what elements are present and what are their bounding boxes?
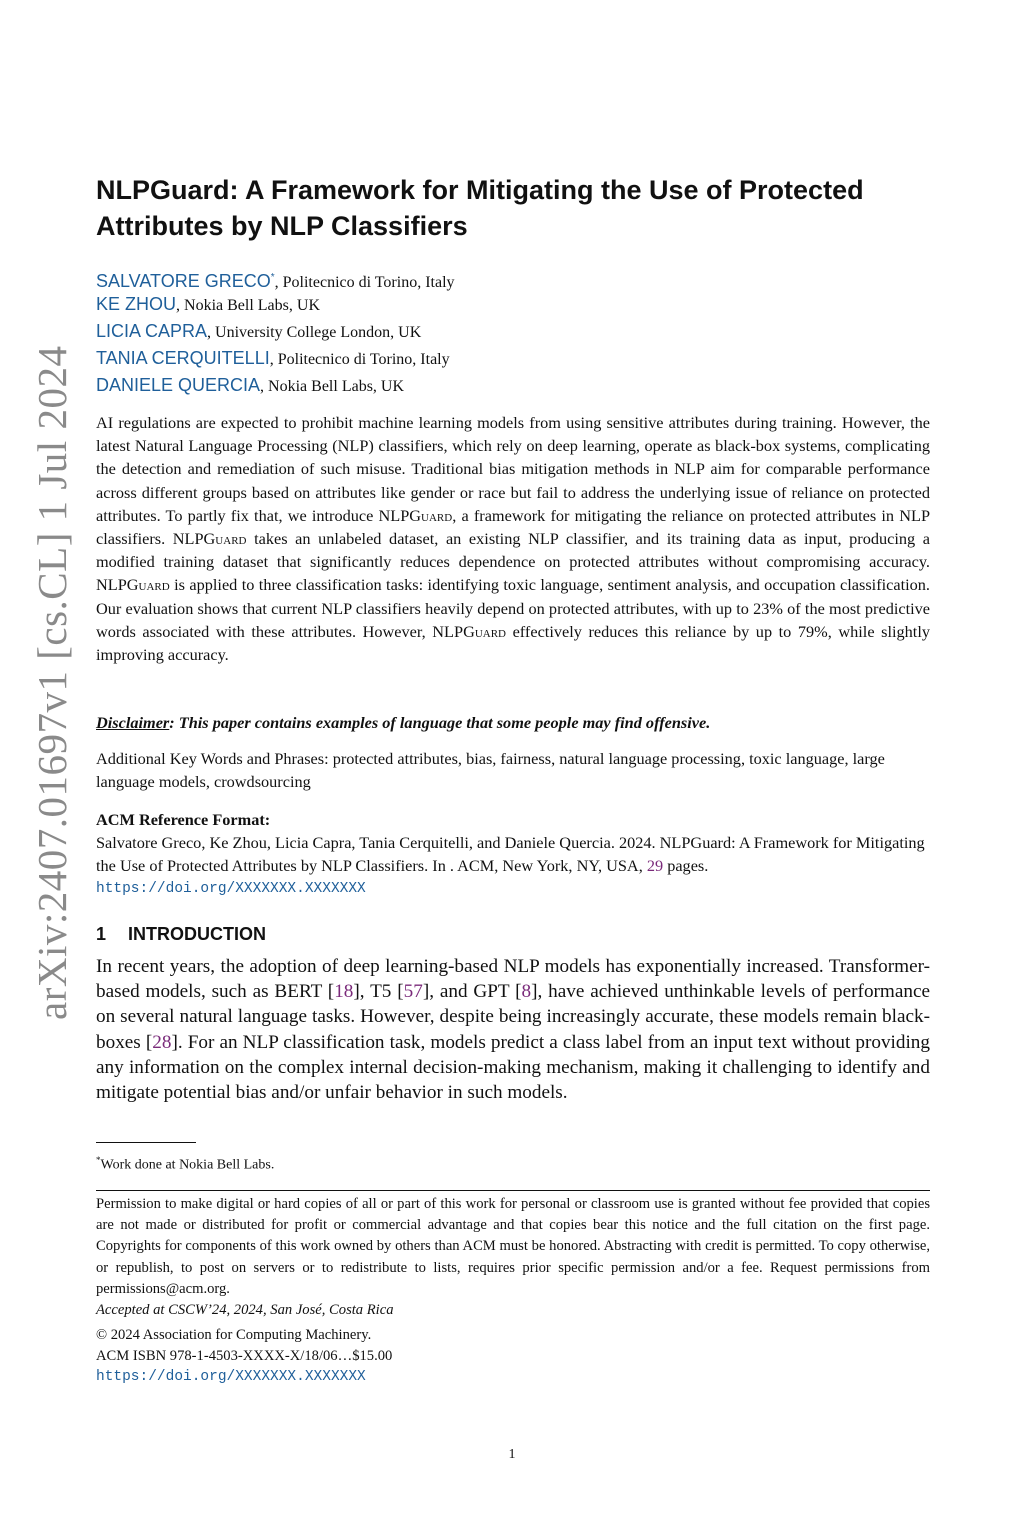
citation-link[interactable]: 28 — [152, 1031, 172, 1053]
author-affiliation: , Politecnico di Torino, Italy — [274, 274, 455, 291]
section-heading: 1 INTRODUCTION — [96, 924, 266, 944]
accepted-venue: Accepted at CSCW’24, 2024, San José, Costa Rica — [96, 1302, 394, 1318]
isbn-line: ACM ISBN 978-1-4503-XXXX-X/18/06…$15.00 — [96, 1348, 393, 1364]
acm-reference-format — [96, 808, 930, 901]
acm-reference-text: Salvatore Greco, Ke Zhou, Licia Capra, Tania Cerquitelli, and Daniele Quercia. 2024. NLPGuard: A Framework for Mitigating the Use of Protected Attributes by NLP Classifiers. In . ACM, New York, NY, USA, 29 pages. — [96, 833, 925, 876]
page-number: 1 — [508, 1447, 516, 1462]
copyright-block — [96, 1325, 930, 1388]
footnote: *Work done at Nokia Bell Labs. — [96, 1155, 275, 1173]
author-affiliation: , Nokia Bell Labs, UK — [176, 297, 320, 314]
author-name[interactable]: KE ZHOU — [96, 294, 177, 314]
author-entry — [96, 291, 930, 318]
author-entry — [96, 264, 930, 291]
permission-divider — [96, 1190, 930, 1191]
author-name[interactable]: SALVATORE GRECO* — [96, 271, 275, 291]
keywords: Additional Key Words and Phrases: protected attributes, bias, fairness, natural language processing, toxic language, large language models, crowdsourcing — [96, 749, 885, 792]
author-name[interactable]: LICIA CAPRA — [96, 321, 208, 341]
author-entry — [96, 372, 930, 399]
author-entry — [96, 345, 930, 372]
footer-doi-link[interactable]: https://doi.org/XXXXXXX.XXXXXXX — [96, 1369, 366, 1385]
acm-reference-heading: ACM Reference Format: — [96, 810, 271, 829]
arxiv-identifier: arXiv:2407.01697v1 [cs.CL] 1 Jul 2024 — [29, 345, 75, 1020]
citation-link[interactable]: 57 — [403, 981, 423, 1003]
citation-link[interactable]: 8 — [521, 981, 532, 1003]
introduction-paragraph: In recent years, the adoption of deep learning-based NLP models has exponentially increased. Transformer-based models, such as BERT [18], T5 [57], and GPT [8], have achieved unthinkable levels of performance on several natural language tasks. However, despite being increasingly accurate, these models remain black-boxes [28]. For an NLP classification task, models predict a class label from an input text without providing any information on the complex internal decision-making mechanism, making it challenging to identify and mitigate potential bias and/or unfair behavior in such models. — [96, 956, 930, 1104]
paper-title: NLPGuard: A Framework for Mitigating the Use of Protected Attributes by NLP Classifiers — [96, 175, 864, 241]
author-name[interactable]: TANIA CERQUITELLI — [96, 348, 270, 368]
footnote-divider — [96, 1142, 196, 1143]
permission-notice: Permission to make digital or hard copies of all or part of this work for personal or classroom use is granted without fee provided that copies are not made or distributed for profit or commercial advantage and that copies bear this notice and the full citation on the first page. Copyrights for components of this work owned by others than ACM must be honored. Abstracting with credit is permitted. To copy otherwise, or republish, to post on servers or to redistribute to lists, requires prior specific permission and/or a fee. Request permissions from permissions@acm.org. — [96, 1196, 930, 1297]
author-affiliation: , Nokia Bell Labs, UK — [260, 378, 405, 395]
author-affiliation: , Politecnico di Torino, Italy — [269, 351, 450, 368]
doi-link[interactable]: https://doi.org/XXXXXXX.XXXXXXX — [96, 880, 366, 897]
author-name[interactable]: DANIELE QUERCIA — [96, 375, 261, 395]
author-list — [96, 264, 930, 399]
pages-link[interactable]: 29 — [646, 856, 664, 876]
author-affiliation: , University College London, UK — [207, 324, 422, 341]
author-entry — [96, 318, 930, 345]
copyright-line: © 2024 Association for Computing Machinery. — [96, 1327, 372, 1343]
citation-link[interactable]: 18 — [334, 981, 354, 1003]
disclaimer: Disclaimer: This paper contains examples of language that some people may find offensive. — [96, 713, 711, 732]
abstract: AI regulations are expected to prohibit machine learning models from using sensitive attributes during training. However, the latest Natural Language Processing (NLP) classifiers, which rely on deep learning, operate as black-box systems, complicating the detection and remediation of such misuse. Traditional bias mitigation methods in NLP aim for comparable performance across different groups based on attributes like gender or race but fail to address the underlying issue of reliance on protected attributes. To partly fix that, we introduce NLPGuard, a framework for mitigating the reliance on protected attributes in NLP classifiers. NLPGuard takes an unlabeled dataset, an existing NLP classifier, and its training data as input, producing a modified training dataset that significantly reduces dependence on protected attributes without compromising accuracy. NLPGuard is applied to three classification tasks: identifying toxic language, sentiment analysis, and occupation classification. Our evaluation shows that current NLP classifiers heavily depend on protected attributes, with up to 23% of the most predictive words associated with these attributes. However, NLPGuard effectively reduces this reliance by up to 79%, while slightly improving accuracy. — [96, 413, 930, 665]
